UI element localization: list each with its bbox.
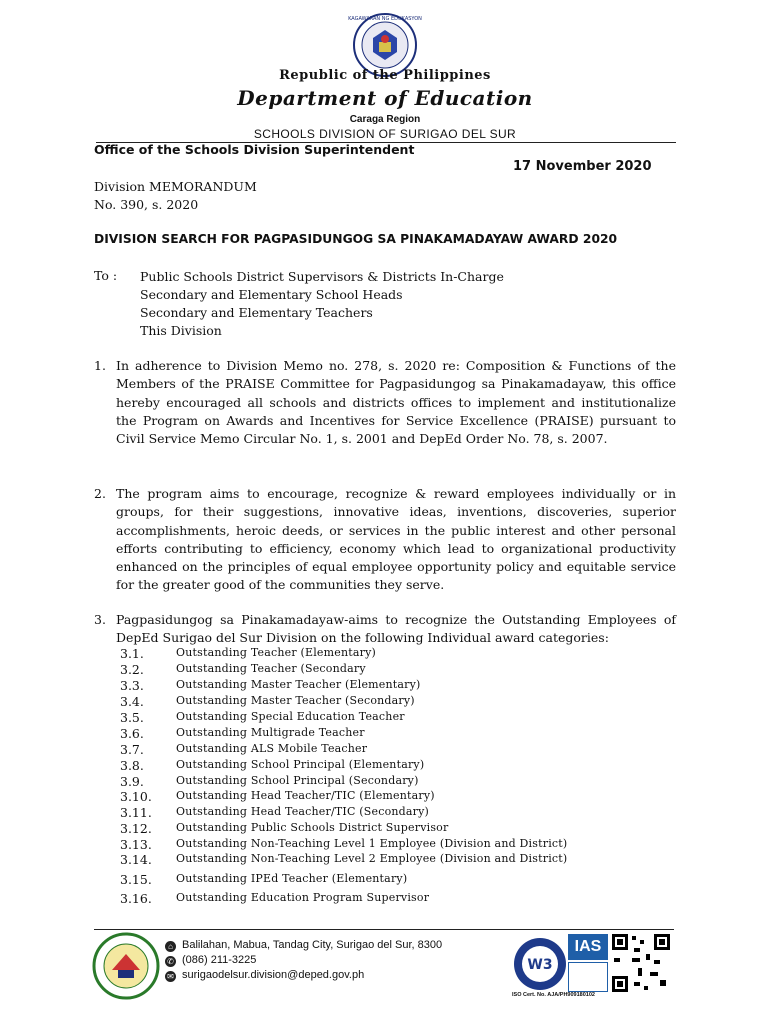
memo-date: 17 November 2020 bbox=[513, 159, 652, 174]
item-text: Outstanding ALS Mobile Teacher bbox=[176, 742, 368, 755]
region-heading: Caraga Region bbox=[349, 114, 421, 125]
division-heading: SCHOOLS DIVISION OF SURIGAO DEL SUR bbox=[253, 127, 517, 141]
item-number: 3.13. bbox=[120, 837, 152, 852]
item-number: 3.10. bbox=[120, 789, 152, 804]
to-label: To : bbox=[94, 268, 118, 283]
item-text: Outstanding Public Schools District Supervisor bbox=[176, 821, 449, 834]
item-number: 3.11. bbox=[120, 805, 152, 820]
item-text: Outstanding School Principal (Elementary) bbox=[176, 758, 425, 771]
phone-icon: ✆ bbox=[165, 956, 176, 967]
item-text: Outstanding Head Teacher/TIC (Elementary) bbox=[176, 789, 435, 802]
certification-badge bbox=[512, 936, 568, 992]
paragraph-3 bbox=[94, 611, 676, 648]
paragraph-line: groups, for their suggestions, innovative ideas, inventions, discoveries, superior bbox=[116, 504, 676, 520]
email-row bbox=[165, 968, 442, 983]
paragraph-line: productivity enhanced on the principles of equal employee opportunity policy and bbox=[116, 540, 676, 575]
recipient: This Division bbox=[140, 323, 222, 338]
paragraph-line: the Members of the PRAISE Committee for Pagpasidungog sa Pinakamadayaw, bbox=[116, 358, 676, 392]
item-text: Outstanding Teacher (Secondary bbox=[176, 662, 366, 675]
paragraph-line: In adherence to Division Memo no. 278, s. 2020 re: Composition & Functions of bbox=[116, 358, 650, 373]
address-row bbox=[165, 938, 442, 953]
paragraph-line: personal efforts contributing to efficiency, economy which lead to organizational bbox=[116, 522, 676, 556]
item-text: Outstanding Head Teacher/TIC (Secondary) bbox=[176, 805, 430, 818]
paragraph-number: 2. bbox=[94, 486, 106, 501]
paragraph-text bbox=[116, 611, 676, 648]
memo-type: Division MEMORANDUM bbox=[94, 179, 257, 194]
paragraph-line: of DepEd Surigao del Sur Division on the following Individual award categories: bbox=[116, 612, 676, 646]
paragraph-line: equitable service for the greater good of the communities they serve. bbox=[116, 559, 676, 593]
paragraph-line: accomplishments, heroic deeds, or services in the public interest and other bbox=[116, 522, 616, 538]
item-text: Outstanding School Principal (Secondary) bbox=[176, 774, 419, 787]
qr-code bbox=[610, 932, 672, 994]
item-number: 3.7. bbox=[120, 742, 144, 757]
ias-accreditation-logo bbox=[568, 934, 608, 992]
footer-divider bbox=[94, 929, 674, 930]
memo-number: No. 390, s. 2020 bbox=[94, 197, 199, 212]
memo-subject: DIVISION SEARCH FOR PAGPASIDUNGOG SA PINAKAMADAYAW AWARD 2020 bbox=[94, 232, 618, 246]
republic-heading: Republic of the Philippines bbox=[279, 68, 491, 83]
paragraph-line: The program aims to encourage, recognize & reward employees individually or in bbox=[116, 486, 676, 501]
email-icon: ✉ bbox=[165, 971, 176, 982]
item-text: Outstanding Education Program Supervisor bbox=[176, 891, 430, 904]
item-text: Outstanding Non-Teaching Level 2 Employee (Division and District) bbox=[176, 852, 568, 865]
item-text: Outstanding Teacher (Elementary) bbox=[176, 646, 376, 659]
ias-label: IAS bbox=[568, 934, 608, 960]
email: surigaodelsur.division@deped.gov.ph bbox=[182, 969, 365, 981]
item-text: Outstanding Special Education Teacher bbox=[176, 710, 405, 723]
phone: (086) 211-3225 bbox=[182, 954, 257, 966]
iso-certificate: ISO Cert. No. AJA/PH909180102 bbox=[512, 992, 595, 998]
paragraph-line: Order No. 78, s. 2007. bbox=[465, 431, 608, 447]
item-number: 3.6. bbox=[120, 726, 144, 741]
recipient-list bbox=[140, 268, 504, 340]
paragraph-line: Pagpasidungog sa Pinakamadayaw-aims to recognize the Outstanding Employees bbox=[116, 612, 657, 627]
item-number: 3.16. bbox=[120, 891, 152, 906]
address: Balilahan, Mabua, Tandag City, Surigao del Sur, 8300 bbox=[182, 939, 443, 951]
paragraph-text bbox=[116, 485, 676, 595]
item-number: 3.4. bbox=[120, 694, 144, 709]
svg-text:KAGAWARAN NG EDUKASYON: KAGAWARAN NG EDUKASYON bbox=[348, 16, 422, 22]
item-number: 3.8. bbox=[120, 758, 144, 773]
item-text: Outstanding Master Teacher (Elementary) bbox=[176, 678, 421, 691]
paragraph-line: this office hereby encouraged all schools and districts offices to implement and bbox=[116, 376, 676, 410]
item-text: Outstanding Multigrade Teacher bbox=[176, 726, 365, 739]
item-text: Outstanding IPEd Teacher (Elementary) bbox=[176, 872, 408, 885]
division-seal bbox=[92, 932, 160, 1000]
item-text: Outstanding Master Teacher (Secondary) bbox=[176, 694, 415, 707]
item-number: 3.5. bbox=[120, 710, 144, 725]
office-title: Office of the Schools Division Superintendent bbox=[94, 142, 415, 157]
item-number: 3.14. bbox=[120, 852, 152, 867]
item-number: 3.12. bbox=[120, 821, 152, 836]
item-number: 3.1. bbox=[120, 646, 144, 661]
recipient: Public Schools District Supervisors & Districts In-Charge bbox=[140, 269, 504, 284]
recipient: Secondary and Elementary Teachers bbox=[140, 305, 373, 320]
item-number: 3.9. bbox=[120, 774, 144, 789]
item-text: Outstanding Non-Teaching Level 1 Employee (Division and District) bbox=[176, 837, 568, 850]
location-icon: ⌂ bbox=[165, 941, 176, 952]
department-heading: Department of Education bbox=[237, 86, 533, 110]
paragraph-text bbox=[116, 357, 676, 448]
paragraph-2 bbox=[94, 485, 676, 595]
svg-text:W3: W3 bbox=[527, 957, 553, 973]
item-number: 3.15. bbox=[120, 872, 152, 887]
phone-row bbox=[165, 953, 442, 968]
paragraph-number: 3. bbox=[94, 612, 106, 627]
recipient: Secondary and Elementary School Heads bbox=[140, 287, 403, 302]
item-number: 3.2. bbox=[120, 662, 144, 677]
item-number: 3.3. bbox=[120, 678, 144, 693]
paragraph-1 bbox=[94, 357, 676, 448]
contact-info bbox=[165, 938, 442, 983]
paragraph-line: institutionalize the Program on Awards and Incentives for Service Excellence bbox=[116, 394, 676, 428]
paragraph-line: (PRAISE) pursuant to Civil Service Memo Circular No. 1, s. 2001 and DepEd bbox=[116, 412, 677, 447]
memo-reference bbox=[94, 178, 257, 214]
paragraph-number: 1. bbox=[94, 358, 106, 373]
